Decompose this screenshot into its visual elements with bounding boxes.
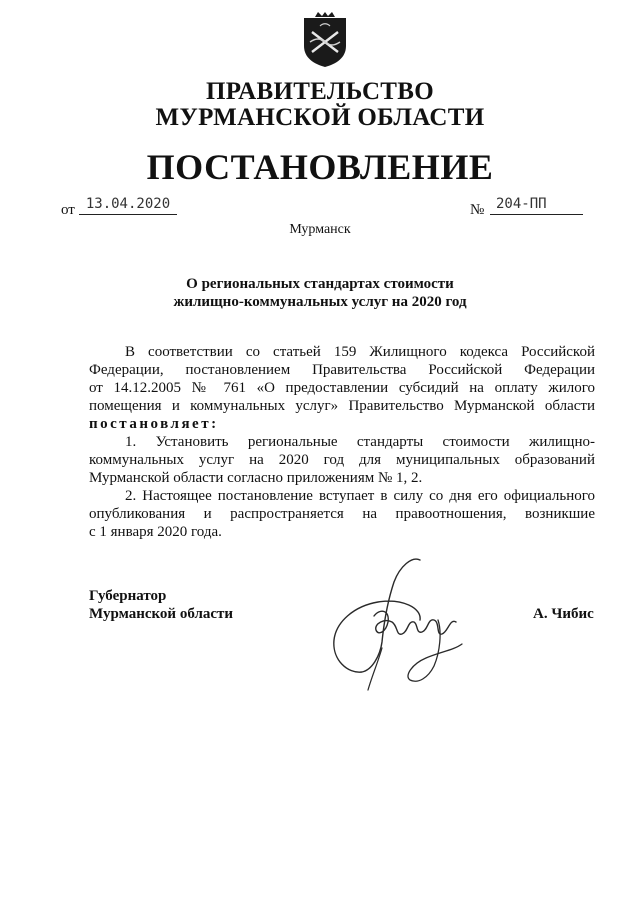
preamble-line: помещения и коммунальных услуг» Правительство Мурманской области: [89, 398, 595, 414]
preamble-line: В соответствии со статьей 159 Жилищного кодекса Российской: [125, 344, 595, 360]
document-title-line2: жилищно-коммунальных услуг на 2020 год: [173, 294, 467, 310]
coat-of-arms-icon: [300, 12, 350, 68]
item1-line: коммунальных услуг на 2020 год для муниципальных образований: [89, 452, 595, 468]
document-type: ПОСТАНОВЛЕНИЕ: [146, 147, 494, 187]
item1-line: 1. Установить региональные стандарты стоимости жилищно-: [125, 434, 595, 450]
organization-name-line1: ПРАВИТЕЛЬСТВО: [206, 78, 434, 105]
city: Мурманск: [289, 222, 351, 237]
document-body: [89, 343, 595, 541]
item2-line: с 1 января 2020 года.: [89, 524, 222, 540]
date-prefix: от: [61, 202, 75, 218]
number-underline: [490, 214, 583, 215]
signature-icon: [322, 552, 472, 697]
document-number: 204-ПП: [496, 196, 547, 212]
item1-line: Мурманской области согласно приложениям № 1, 2.: [89, 470, 423, 486]
document-title-line1: О региональных стандартах стоимости: [186, 276, 454, 292]
organization-name-line2: МУРМАНСКОЙ ОБЛАСТИ: [155, 104, 485, 131]
date-underline: [79, 214, 177, 215]
number-prefix: №: [470, 202, 485, 218]
signer-role-line2: Мурманской области: [89, 606, 234, 622]
item2-line: 2. Настоящее постановление вступает в силу со дня его официального: [125, 488, 595, 504]
signer-name: А. Чибис: [533, 606, 594, 622]
document-date: 13.04.2020: [85, 196, 171, 212]
preamble-line: Федерации, постановлением Правительства Российской Федерации: [89, 362, 595, 378]
resolves-word: постановляет:: [89, 416, 219, 432]
signer-role-line1: Губернатор: [89, 588, 167, 604]
item2-line: опубликования и распространяется на правоотношения, возникшие: [89, 506, 595, 522]
preamble-line: от 14.12.2005 № 761 «О предоставлении субсидий на оплату жилого: [89, 380, 595, 396]
